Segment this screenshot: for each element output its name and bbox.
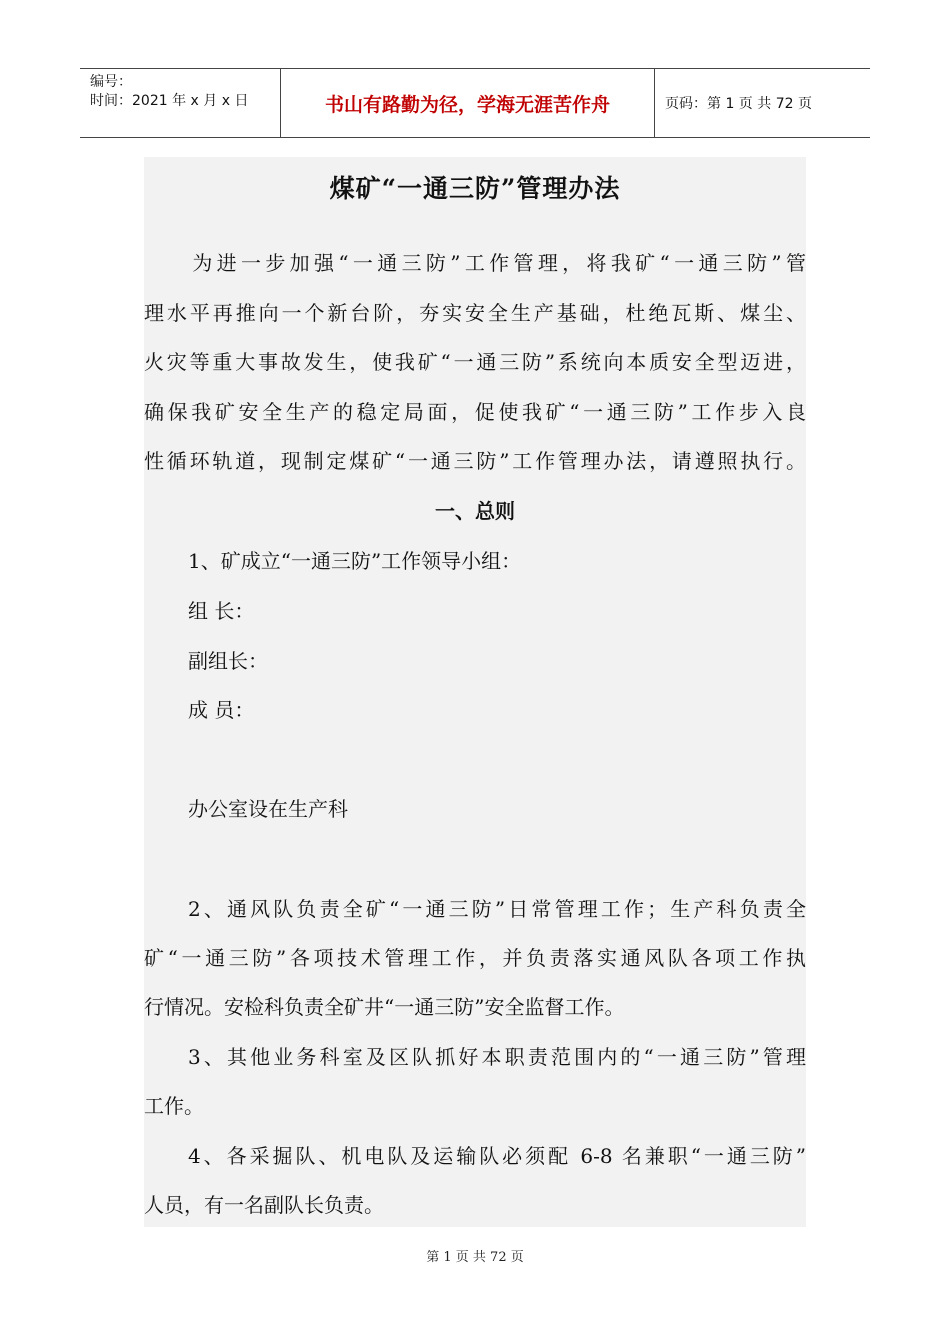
item-4-line: 人员，有一名副队长负责。 xyxy=(144,1193,384,1217)
intro-line: 确保我矿安全生产的稳定局面，促使我矿“一通三防”工作步入良 xyxy=(144,400,806,424)
intro-line: 理水平再推向一个新台阶，夯实安全生产基础，杜绝瓦斯、煤尘、 xyxy=(144,301,806,325)
item-2-line: 矿“一通三防”各项技术管理工作，并负责落实通风队各项工作执 xyxy=(144,946,806,970)
members-label: 成 员： xyxy=(188,698,255,722)
intro-line: 火灾等重大事故发生，使我矿“一通三防”系统向本质安全型迈进， xyxy=(144,350,806,374)
time-label: 时间：2021 年 x 月 x 日 xyxy=(90,93,249,109)
document-page xyxy=(144,157,806,1227)
leader-label: 组 长： xyxy=(188,599,255,623)
section-heading: 一、总则 xyxy=(435,499,515,523)
office-note: 办公室设在生产科 xyxy=(188,797,348,821)
page-footer: 第 1 页 共 72 页 xyxy=(426,1250,524,1265)
item-3-line: 工作。 xyxy=(144,1094,204,1118)
item-4-line: 4、各采掘队、机电队及运输队必须配 6-8 名兼职“一通三防” xyxy=(188,1144,806,1168)
header-page-info: 页码：第 1 页 共 72 页 xyxy=(665,96,812,112)
document-title: 煤矿“一通三防”管理办法 xyxy=(329,174,621,203)
header-motto: 书山有路勤为径，学海无涯苦作舟 xyxy=(281,69,655,137)
item-2-line: 行情况。安检科负责全矿井“一通三防”安全监督工作。 xyxy=(144,995,625,1019)
item-1: 1、矿成立“一通三防”工作领导小组： xyxy=(188,549,522,573)
intro-line: 为进一步加强“一通三防”工作管理，将我矿“一通三防”管 xyxy=(188,251,806,275)
number-label: 编号： xyxy=(90,74,132,90)
intro-line: 性循环轨道，现制定煤矿“一通三防”工作管理办法，请遵照执行。 xyxy=(144,449,806,473)
deputy-label: 副组长： xyxy=(188,649,268,673)
header-meta xyxy=(80,69,281,137)
item-3-line: 3、其他业务科室及区队抓好本职责范围内的“一通三防”管理 xyxy=(188,1045,806,1069)
item-2-line: 2、通风队负责全矿“一通三防”日常管理工作；生产科负责全 xyxy=(188,897,806,921)
document-header xyxy=(80,68,870,138)
